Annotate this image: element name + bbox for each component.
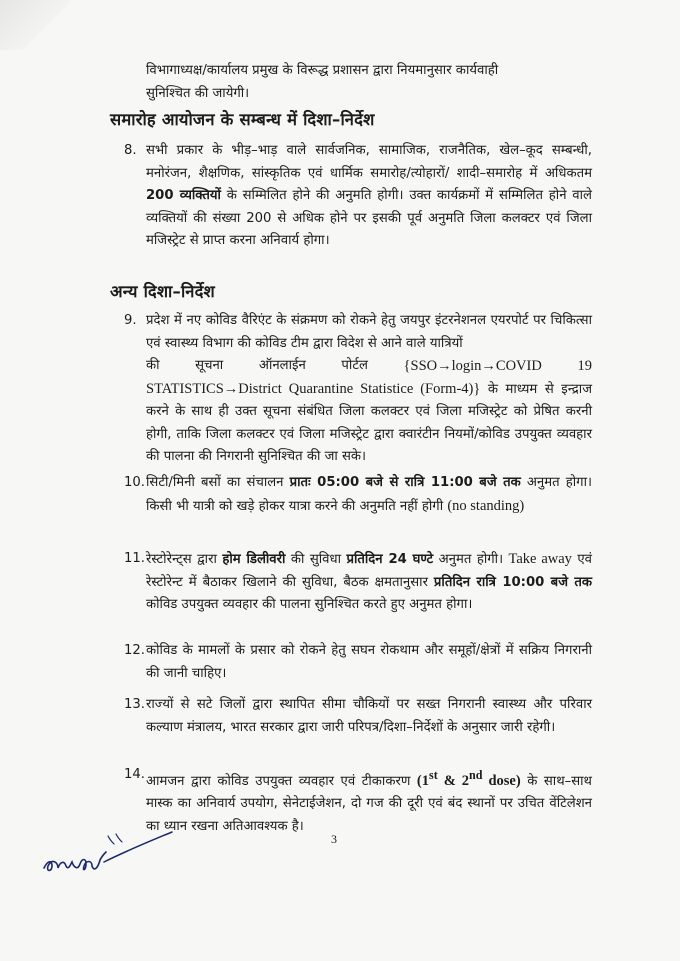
item-11-text-d: एवं रेस्टोरेन्ट में बैठाकर खिलाने की सुविधा, बैठक क्षमतानुसार	[146, 552, 592, 590]
item-text: कोविड के मामलों के प्रसार को रोकने हेतु सघन रोकथाम और समूहों/क्षेत्रों में सक्रिय निगरानी की जानी चाहिए।	[146, 643, 592, 681]
intro-paragraph	[146, 60, 592, 105]
intro-line-1: विभागाध्यक्ष/कार्यालय प्रमुख के विरूद्ध प्रशासन द्वारा नियमानुसार कार्यवाही	[146, 63, 499, 78]
path-word-4: पोर्टल	[341, 358, 368, 373]
item-9-portal-path-line	[146, 355, 592, 378]
item-number: 13.	[124, 697, 145, 712]
item-10-english-text: (no standing)	[447, 497, 525, 514]
item-text	[146, 310, 592, 469]
item-11-text-e: कोविड उपयुक्त व्यवहार की पालना सुनिश्चित करते हुए अनुमत होगा।	[146, 597, 473, 612]
page-corner-fold	[0, 0, 70, 50]
item-10-bold-text: प्रातः 05:00 बजे से रात्रि 11:00 बजे तक	[289, 475, 521, 490]
item-14-dose-text	[416, 768, 521, 789]
item-text	[146, 548, 592, 617]
path-word-5: {SSO→login→COVID	[403, 358, 542, 374]
path-word-2: सूचना	[195, 358, 224, 373]
item-number: 9.	[124, 313, 137, 328]
item-number: 11.	[124, 551, 145, 566]
item-11-english-text: Take away	[508, 551, 572, 567]
list-item-9	[124, 310, 592, 469]
page-number: 3	[331, 832, 337, 846]
dose-amp: & 2	[437, 772, 470, 789]
list-item-11	[124, 548, 592, 617]
item-number: 12.	[124, 643, 145, 658]
item-text	[146, 472, 592, 518]
item-8-bold-text: 200 व्यक्तियों	[146, 188, 221, 203]
intro-line-2: सुनिश्चित की जायेगी।	[146, 85, 250, 101]
path-word-3: ऑनलाईन	[258, 358, 306, 373]
item-14-text-a: आमजन द्वारा कोविड उपयुक्त व्यवहार एवं टीकाकरण	[146, 773, 417, 789]
item-9-text-a: प्रदेश में नए कोविड वैरिएंट के संक्रमण को रोकने हेतु जयपुर इंटरनेशनल एयरपोर्ट पर चिकित्सा एवं स्वास्थ्य विभाग की कोविड टीम द्वारा विदेश से आने वाले यात्रियों	[146, 313, 592, 351]
item-number: 8.	[124, 143, 137, 158]
item-number: 14.	[124, 767, 145, 782]
dose-close: dose)	[482, 772, 521, 789]
list-item-8	[124, 140, 592, 253]
path-word-1: की	[146, 358, 160, 373]
item-10-text-b: अनुमत होगा। किसी भी यात्री को खड़े होकर यात्रा करने की अनुमति नहीं होगी	[146, 475, 592, 514]
list-item-13	[124, 694, 592, 739]
section-heading-ceremony: समारोह आयोजन के सम्बन्ध में दिशा–निर्देश	[110, 110, 375, 129]
dose-sup-2: nd	[469, 768, 483, 782]
item-8-text-b: के सम्मिलित होने की अनुमति होगी। उक्त कार्यक्रमों में सम्मिलित होने वाले व्यक्तियों की संख्या 200 से अधिक होने पर इसकी पूर्व अनुमति जिला कलक्टर एवं जिला मजिस्ट्रेट से प्राप्त करना अनिवार्य होगा।	[146, 188, 592, 248]
list-item-10	[124, 472, 592, 518]
item-11-text-a: रेस्टोरेन्ट्स द्वारा	[146, 552, 223, 567]
item-11-text-b: की सुविधा	[285, 552, 347, 567]
item-text: राज्यों से सटे जिलों द्वारा स्थापित सीमा चौकियों पर सख्त निगरानी स्वास्थ्य और परिवार कल्याण मंत्रालय, भारत सरकार द्वारा जारी परिपत्र/दिशा–निर्देशों के अनुसार जारी रहेगी।	[146, 697, 592, 735]
item-11-bold-a: होम डिलीवरी	[222, 552, 286, 567]
item-11-text-c: अनुमत होगी।	[433, 552, 509, 567]
item-9-portal-path-english: STATISTICS→District Quarantine Statistice (Form-4)}	[146, 380, 481, 397]
item-9-continuation	[146, 378, 592, 469]
item-10-text-a: सिटी/मिनी बसों का संचालन	[146, 475, 290, 490]
item-11-bold-b: प्रतिदिन 24 घण्टे	[346, 552, 434, 567]
list-item-12	[124, 640, 592, 685]
dose-sup-1: st	[429, 768, 438, 782]
item-number: 10.	[124, 475, 145, 490]
dose-open: (1	[416, 772, 430, 789]
handwritten-signature	[38, 822, 178, 882]
list-item-14	[124, 764, 592, 838]
item-8-text-a: सभी प्रकार के भीड़–भाड़ वाले सार्वजनिक, सामाजिक, राजनैतिक, खेल–कूद सम्बन्धी, मनोरंजन, शैक्षणिक, सांस्कृतिक एवं धार्मिक समारोह/त्योहारों/ शादी–समारोह में अधिकतम	[146, 143, 592, 181]
item-text	[146, 764, 592, 838]
section-heading-other-guidelines: अन्य दिशा–निर्देश	[110, 282, 215, 301]
item-11-bold-c: प्रतिदिन रात्रि 10:00 बजे तक	[433, 574, 592, 590]
item-14-text-b: के साथ–साथ मास्क का अनिवार्य उपयोग, सेनेटाईजेशन, दो गज की दूरी एवं बंद स्थानों पर उचित वेंटिलेशन का ध्यान रखना अतिआवश्यक है।	[146, 773, 592, 834]
path-word-6: 19	[577, 358, 592, 374]
item-9-text-b: के माध्यम से इन्द्राज करने के साथ ही उक्त सूचना संबंधित जिला कलक्टर एवं जिला मजिस्ट्रेट को प्रेषित करनी होगी, ताकि जिला कलक्टर एवं जिला मजिस्ट्रेट द्वारा क्वारंटीन नियमों/कोविड उपयुक्त व्यवहार की पालना की निगरानी सुनिश्चित की जा सके।	[146, 381, 593, 464]
item-text	[146, 140, 592, 253]
